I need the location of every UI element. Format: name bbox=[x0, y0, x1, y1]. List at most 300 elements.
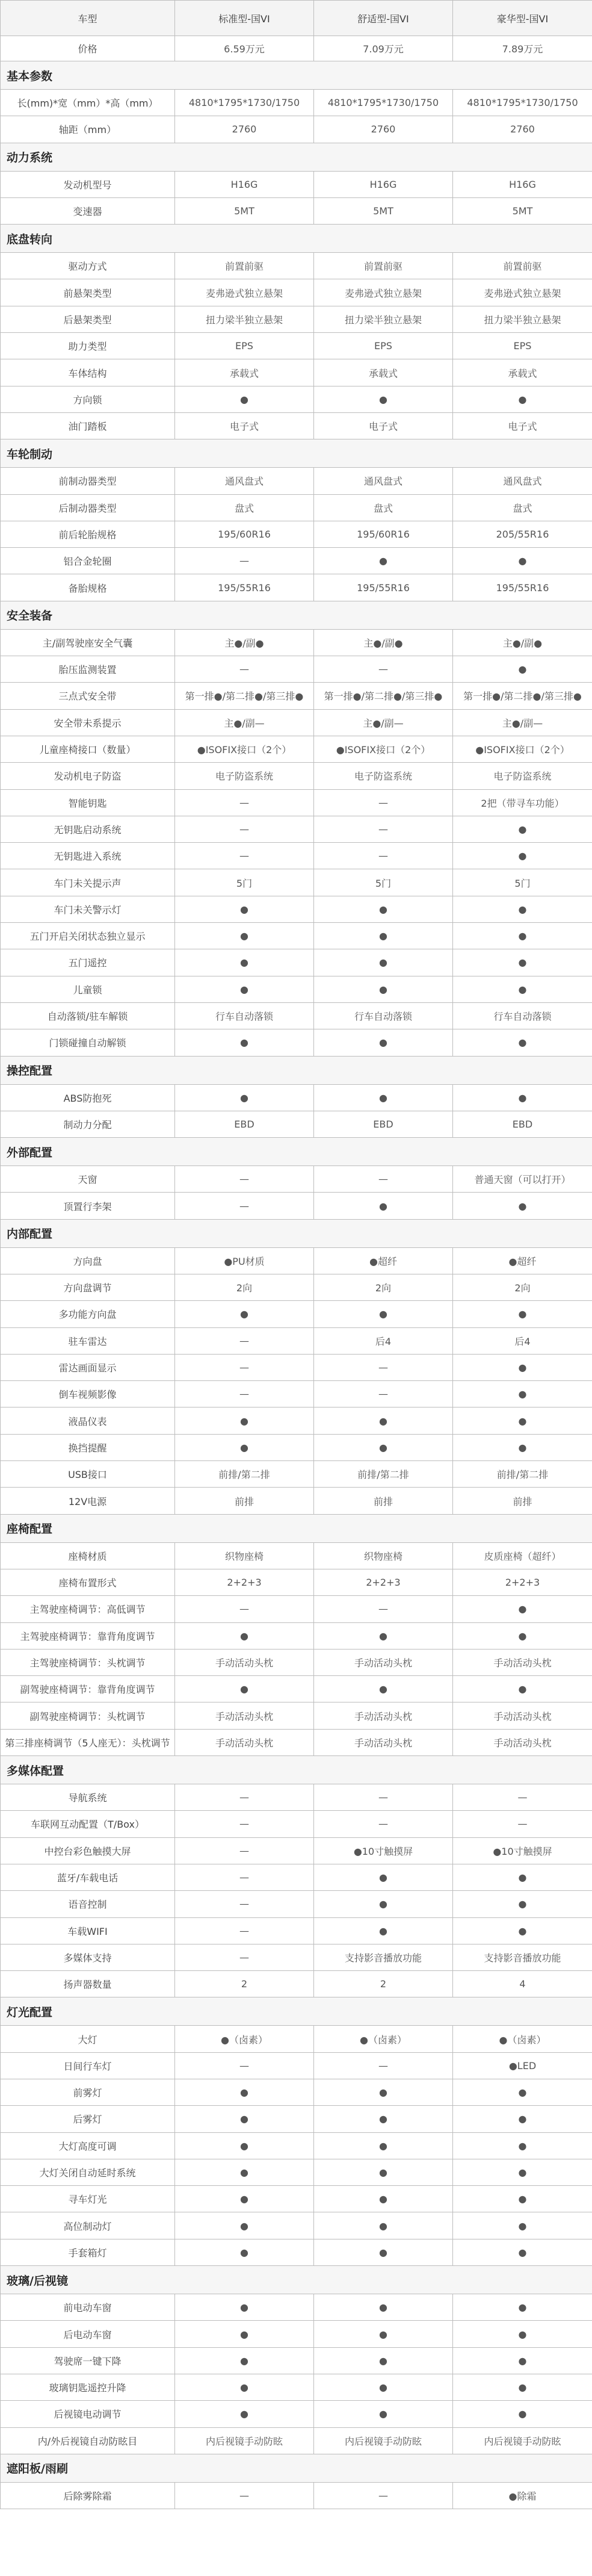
cell-value: 织物座椅 bbox=[175, 1542, 314, 1569]
cell-value: ● bbox=[453, 1381, 592, 1407]
cell-value: ● bbox=[453, 2401, 592, 2427]
cell-value: 手动活动头枕 bbox=[314, 1649, 453, 1675]
cell-value: ● bbox=[314, 548, 453, 574]
row-label: 三点式安全带 bbox=[1, 683, 175, 709]
cell-value: ● bbox=[175, 1434, 314, 1460]
cell-value: 2760 bbox=[175, 116, 314, 143]
cell-value: 2760 bbox=[453, 116, 592, 143]
cell-value: ● bbox=[453, 548, 592, 574]
row-label: 五门遥控 bbox=[1, 949, 175, 976]
cell-value: ● bbox=[175, 949, 314, 976]
cell-value: 内后视镜手动防眩 bbox=[175, 2427, 314, 2454]
spec-row bbox=[1, 2052, 592, 2079]
cell-value: 2+2+3 bbox=[175, 1569, 314, 1595]
cell-value: — bbox=[175, 1917, 314, 1944]
spec-row bbox=[1, 2239, 592, 2265]
spec-row bbox=[1, 1596, 592, 1622]
cell-value: ● bbox=[314, 2239, 453, 2265]
cell-value: ● bbox=[453, 976, 592, 1002]
cell-value: 内后视镜手动防眩 bbox=[453, 2427, 592, 2454]
cell-value: ● bbox=[175, 2212, 314, 2239]
spec-row bbox=[1, 1971, 592, 1997]
cell-value: ●ISOFIX接口（2个） bbox=[453, 736, 592, 762]
section-row bbox=[1, 225, 592, 253]
spec-row bbox=[1, 171, 592, 197]
cell-value: 普通天窗（可以打开） bbox=[453, 1166, 592, 1193]
cell-value: ● bbox=[314, 2347, 453, 2374]
cell-value: 电子防盗系统 bbox=[314, 763, 453, 789]
cell-value: ● bbox=[453, 816, 592, 842]
spec-row bbox=[1, 1434, 592, 1460]
cell-value: ● bbox=[175, 1029, 314, 1056]
cell-value: 主●/副● bbox=[175, 629, 314, 656]
cell-value: 第一排●/第二排●/第三排● bbox=[175, 683, 314, 709]
cell-value: ● bbox=[453, 2159, 592, 2185]
cell-value: 支持影音播放功能 bbox=[314, 1944, 453, 1970]
cell-value: ● bbox=[453, 1676, 592, 1702]
row-label: 主驾驶座椅调节：头枕调节 bbox=[1, 1649, 175, 1675]
cell-value: EBD bbox=[453, 1111, 592, 1137]
cell-value: ● bbox=[314, 1864, 453, 1890]
spec-row bbox=[1, 386, 592, 412]
row-label: 车门未关警示灯 bbox=[1, 896, 175, 922]
section-title: 底盘转向 bbox=[1, 225, 592, 253]
section-title: 安全装备 bbox=[1, 601, 592, 629]
cell-value: — bbox=[175, 656, 314, 683]
cell-value: 2760 bbox=[314, 116, 453, 143]
cell-value: 前置前驱 bbox=[453, 253, 592, 279]
cell-value: 扭力梁半独立悬架 bbox=[175, 306, 314, 332]
cell-value: ● bbox=[314, 2401, 453, 2427]
cell-value: ● bbox=[453, 1193, 592, 1219]
cell-value: 4 bbox=[453, 1971, 592, 1997]
cell-value: — bbox=[314, 1596, 453, 1622]
cell-value: ● bbox=[453, 1891, 592, 1917]
row-label: 12V电源 bbox=[1, 1488, 175, 1514]
row-label: 智能钥匙 bbox=[1, 789, 175, 816]
cell-value: ● bbox=[453, 923, 592, 949]
row-label: 方向盘调节 bbox=[1, 1274, 175, 1300]
cell-value: EPS bbox=[314, 333, 453, 359]
cell-value: ● bbox=[175, 2132, 314, 2159]
cell-value: ● bbox=[175, 2294, 314, 2321]
cell-value: 电子防盗系统 bbox=[175, 763, 314, 789]
spec-row bbox=[1, 1381, 592, 1407]
cell-value: ●PU材质 bbox=[175, 1247, 314, 1274]
row-label: 发动机型号 bbox=[1, 171, 175, 197]
cell-value: ● bbox=[314, 386, 453, 412]
section-row bbox=[1, 1756, 592, 1784]
row-label: 发动机电子防盗 bbox=[1, 763, 175, 789]
trim-header: 舒适型-国VI bbox=[314, 1, 453, 36]
row-label: 安全带未系提示 bbox=[1, 709, 175, 736]
spec-row bbox=[1, 548, 592, 574]
row-label: 第三排座椅调节（5人座无）：头枕调节 bbox=[1, 1729, 175, 1755]
cell-value: ● bbox=[314, 2079, 453, 2106]
row-label: 儿童座椅接口（数量） bbox=[1, 736, 175, 762]
cell-value: ● bbox=[453, 2239, 592, 2265]
cell-value: 电子式 bbox=[175, 412, 314, 439]
cell-value: 4810*1795*1730/1750 bbox=[314, 90, 453, 116]
header-corner: 车型 bbox=[1, 1, 175, 36]
row-label: 雷达画面显示 bbox=[1, 1354, 175, 1380]
cell-value: EPS bbox=[453, 333, 592, 359]
row-label: 前雾灯 bbox=[1, 2079, 175, 2106]
row-label: 油门踏板 bbox=[1, 412, 175, 439]
spec-row bbox=[1, 763, 592, 789]
cell-value: — bbox=[175, 789, 314, 816]
row-label: 前悬架类型 bbox=[1, 279, 175, 306]
spec-row bbox=[1, 1354, 592, 1380]
spec-row bbox=[1, 1488, 592, 1514]
cell-value: — bbox=[314, 2482, 453, 2509]
cell-value: 通风盘式 bbox=[453, 468, 592, 494]
cell-value: ● bbox=[314, 1917, 453, 1944]
row-label: 铝合金轮圈 bbox=[1, 548, 175, 574]
cell-value: ● bbox=[314, 2186, 453, 2212]
row-label: 大灯高度可调 bbox=[1, 2132, 175, 2159]
section-row bbox=[1, 1219, 592, 1247]
row-label: 五门开启关闭状态独立显示 bbox=[1, 923, 175, 949]
row-label: 蓝牙/车载电话 bbox=[1, 1864, 175, 1890]
cell-value: 手动活动头枕 bbox=[175, 1729, 314, 1755]
cell-value: 主●/副● bbox=[314, 629, 453, 656]
row-label: 儿童锁 bbox=[1, 976, 175, 1002]
spec-row bbox=[1, 2321, 592, 2347]
cell-value: 行车自动落锁 bbox=[453, 1002, 592, 1029]
spec-row bbox=[1, 1864, 592, 1890]
cell-value: ●10寸触摸屏 bbox=[453, 1837, 592, 1864]
cell-value: ● bbox=[175, 1622, 314, 1649]
cell-value: 承载式 bbox=[175, 359, 314, 386]
spec-row bbox=[1, 253, 592, 279]
cell-value: H16G bbox=[314, 171, 453, 197]
cell-value: EPS bbox=[175, 333, 314, 359]
cell-value: 2向 bbox=[314, 1274, 453, 1300]
cell-value: ● bbox=[453, 1864, 592, 1890]
row-label: 无钥匙启动系统 bbox=[1, 816, 175, 842]
cell-value: ● bbox=[453, 2186, 592, 2212]
cell-value: ● bbox=[453, 656, 592, 683]
row-label: 后除雾除霜 bbox=[1, 2482, 175, 2509]
spec-row bbox=[1, 2294, 592, 2321]
cell-value: 通风盘式 bbox=[314, 468, 453, 494]
cell-value: 2把（带寻车功能） bbox=[453, 789, 592, 816]
row-label: 天窗 bbox=[1, 1166, 175, 1193]
cell-value: — bbox=[175, 1784, 314, 1811]
header-row bbox=[1, 1, 592, 36]
row-label: 前后轮胎规格 bbox=[1, 521, 175, 547]
cell-value: ● bbox=[453, 1301, 592, 1327]
cell-value: ● bbox=[175, 2321, 314, 2347]
row-label: 变速器 bbox=[1, 197, 175, 224]
cell-value: ● bbox=[314, 2294, 453, 2321]
spec-row bbox=[1, 1944, 592, 1970]
row-label: 副驾驶座椅调节：头枕调节 bbox=[1, 1702, 175, 1729]
cell-value: 第一排●/第二排●/第三排● bbox=[453, 683, 592, 709]
cell-value: 麦弗逊式独立悬架 bbox=[314, 279, 453, 306]
spec-row bbox=[1, 2374, 592, 2400]
spec-row bbox=[1, 629, 592, 656]
cell-value: 后4 bbox=[453, 1327, 592, 1354]
cell-value: ● bbox=[314, 923, 453, 949]
cell-value: ● bbox=[314, 2159, 453, 2185]
price-row bbox=[1, 36, 592, 61]
section-title: 外部配置 bbox=[1, 1138, 592, 1166]
cell-value: 盘式 bbox=[453, 494, 592, 521]
spec-row bbox=[1, 816, 592, 842]
spec-row bbox=[1, 843, 592, 869]
cell-value: — bbox=[175, 843, 314, 869]
cell-value: 麦弗逊式独立悬架 bbox=[453, 279, 592, 306]
spec-row bbox=[1, 279, 592, 306]
cell-value: 5门 bbox=[314, 869, 453, 896]
row-label: 车联网互动配置（T/Box） bbox=[1, 1811, 175, 1837]
cell-value: ●（卤素） bbox=[314, 2026, 453, 2052]
cell-value: 后4 bbox=[314, 1327, 453, 1354]
cell-value: ● bbox=[175, 976, 314, 1002]
spec-row bbox=[1, 333, 592, 359]
row-label: 后电动车窗 bbox=[1, 2321, 175, 2347]
section-title: 基本参数 bbox=[1, 61, 592, 90]
row-label: 备胎规格 bbox=[1, 574, 175, 601]
spec-row bbox=[1, 869, 592, 896]
spec-row bbox=[1, 789, 592, 816]
cell-value: ● bbox=[453, 1084, 592, 1111]
cell-value: 前排/第二排 bbox=[314, 1461, 453, 1488]
cell-value: — bbox=[314, 843, 453, 869]
cell-value: 内后视镜手动防眩 bbox=[314, 2427, 453, 2454]
cell-value: 7.89万元 bbox=[453, 36, 592, 61]
cell-value: — bbox=[175, 1864, 314, 1890]
section-row bbox=[1, 1138, 592, 1166]
row-label: 倒车视频影像 bbox=[1, 1381, 175, 1407]
cell-value: ● bbox=[314, 896, 453, 922]
row-label: 驻车雷达 bbox=[1, 1327, 175, 1354]
cell-value: 电子防盗系统 bbox=[453, 763, 592, 789]
spec-row bbox=[1, 1891, 592, 1917]
spec-row bbox=[1, 709, 592, 736]
cell-value: — bbox=[314, 2052, 453, 2079]
section-title: 动力系统 bbox=[1, 143, 592, 171]
cell-value: — bbox=[175, 1193, 314, 1219]
section-title: 多媒体配置 bbox=[1, 1756, 592, 1784]
row-label: 助力类型 bbox=[1, 333, 175, 359]
cell-value: ● bbox=[314, 2321, 453, 2347]
section-title: 玻璃/后视镜 bbox=[1, 2266, 592, 2294]
spec-row bbox=[1, 2106, 592, 2132]
row-label: 驾驶席一键下降 bbox=[1, 2347, 175, 2374]
section-title: 车轮制动 bbox=[1, 439, 592, 468]
cell-value: ● bbox=[314, 1407, 453, 1434]
cell-value: 主●/副— bbox=[453, 709, 592, 736]
cell-value: 手动活动头枕 bbox=[175, 1702, 314, 1729]
cell-value: — bbox=[175, 2482, 314, 2509]
cell-value: 2向 bbox=[453, 1274, 592, 1300]
section-title: 操控配置 bbox=[1, 1056, 592, 1084]
cell-value: ● bbox=[175, 2159, 314, 2185]
cell-value: 盘式 bbox=[175, 494, 314, 521]
section-title: 内部配置 bbox=[1, 1219, 592, 1247]
cell-value: ● bbox=[453, 1917, 592, 1944]
spec-row bbox=[1, 1407, 592, 1434]
cell-value: ●ISOFIX接口（2个） bbox=[175, 736, 314, 762]
cell-value: ● bbox=[175, 1301, 314, 1327]
row-label: 主驾驶座椅调节：高低调节 bbox=[1, 1596, 175, 1622]
cell-value: H16G bbox=[453, 171, 592, 197]
cell-value: 支持影音播放功能 bbox=[453, 1944, 592, 1970]
cell-value: 通风盘式 bbox=[175, 468, 314, 494]
row-label: 玻璃钥匙遥控升降 bbox=[1, 2374, 175, 2400]
cell-value: 主●/副● bbox=[453, 629, 592, 656]
spec-row bbox=[1, 1327, 592, 1354]
cell-value: — bbox=[175, 1354, 314, 1380]
section-row bbox=[1, 1056, 592, 1084]
row-label: 车载WIFI bbox=[1, 1917, 175, 1944]
cell-value: ● bbox=[453, 1029, 592, 1056]
cell-value: ● bbox=[175, 923, 314, 949]
cell-value: ● bbox=[453, 949, 592, 976]
cell-value: — bbox=[175, 1166, 314, 1193]
row-label: 日间行车灯 bbox=[1, 2052, 175, 2079]
section-title: 座椅配置 bbox=[1, 1514, 592, 1542]
spec-row bbox=[1, 1274, 592, 1300]
row-label: 门锁碰撞自动解锁 bbox=[1, 1029, 175, 1056]
cell-value: ● bbox=[453, 2212, 592, 2239]
cell-value: ● bbox=[175, 1084, 314, 1111]
spec-row bbox=[1, 468, 592, 494]
cell-value: 2 bbox=[314, 1971, 453, 1997]
row-label: 手套箱灯 bbox=[1, 2239, 175, 2265]
spec-row bbox=[1, 1029, 592, 1056]
spec-row bbox=[1, 90, 592, 116]
row-label: 制动力分配 bbox=[1, 1111, 175, 1137]
cell-value: ● bbox=[453, 843, 592, 869]
row-label: 驱动方式 bbox=[1, 253, 175, 279]
cell-value: ● bbox=[314, 2132, 453, 2159]
cell-value: ●10寸触摸屏 bbox=[314, 1837, 453, 1864]
row-label: 副驾驶座椅调节：靠背角度调节 bbox=[1, 1676, 175, 1702]
section-row bbox=[1, 2454, 592, 2482]
row-label: 多功能方向盘 bbox=[1, 1301, 175, 1327]
cell-value: 2向 bbox=[175, 1274, 314, 1300]
cell-value: 前置前驱 bbox=[314, 253, 453, 279]
cell-value: 2 bbox=[175, 1971, 314, 1997]
cell-value: ● bbox=[175, 2374, 314, 2400]
cell-value: — bbox=[314, 1811, 453, 1837]
spec-row bbox=[1, 359, 592, 386]
spec-row bbox=[1, 2212, 592, 2239]
cell-value: 205/55R16 bbox=[453, 521, 592, 547]
spec-row bbox=[1, 656, 592, 683]
section-title: 遮阳板/雨刷 bbox=[1, 2454, 592, 2482]
spec-row bbox=[1, 736, 592, 762]
spec-row bbox=[1, 2347, 592, 2374]
section-row bbox=[1, 1514, 592, 1542]
spec-row bbox=[1, 494, 592, 521]
cell-value: ● bbox=[175, 2239, 314, 2265]
row-label: 长(mm)*宽（mm）*高（mm） bbox=[1, 90, 175, 116]
cell-value: 手动活动头枕 bbox=[453, 1649, 592, 1675]
spec-row bbox=[1, 896, 592, 922]
cell-value: ● bbox=[314, 1084, 453, 1111]
row-label: 价格 bbox=[1, 36, 175, 61]
spec-row bbox=[1, 1729, 592, 1755]
spec-row bbox=[1, 2132, 592, 2159]
spec-row bbox=[1, 1247, 592, 1274]
row-label: 顶置行李架 bbox=[1, 1193, 175, 1219]
cell-value: — bbox=[314, 1381, 453, 1407]
cell-value: ● bbox=[175, 386, 314, 412]
cell-value: ● bbox=[314, 1029, 453, 1056]
cell-value: 织物座椅 bbox=[314, 1542, 453, 1569]
spec-row bbox=[1, 1622, 592, 1649]
row-label: 后雾灯 bbox=[1, 2106, 175, 2132]
cell-value: 承载式 bbox=[314, 359, 453, 386]
spec-row bbox=[1, 976, 592, 1002]
row-label: 扬声器数量 bbox=[1, 1971, 175, 1997]
cell-value: 手动活动头枕 bbox=[314, 1729, 453, 1755]
cell-value: 前排 bbox=[175, 1488, 314, 1514]
cell-value: ● bbox=[175, 1407, 314, 1434]
cell-value: 主●/副— bbox=[314, 709, 453, 736]
cell-value: ●超纤 bbox=[314, 1247, 453, 1274]
cell-value: 手动活动头枕 bbox=[175, 1649, 314, 1675]
cell-value: ● bbox=[453, 2106, 592, 2132]
spec-row bbox=[1, 683, 592, 709]
spec-row bbox=[1, 1193, 592, 1219]
cell-value: 前排/第二排 bbox=[175, 1461, 314, 1488]
cell-value: ● bbox=[453, 386, 592, 412]
cell-value: 195/60R16 bbox=[175, 521, 314, 547]
spec-row bbox=[1, 1111, 592, 1137]
row-label: 座椅布置形式 bbox=[1, 1569, 175, 1595]
cell-value: — bbox=[175, 1381, 314, 1407]
cell-value: ● bbox=[453, 2347, 592, 2374]
spec-row bbox=[1, 1702, 592, 1729]
cell-value: 手动活动头枕 bbox=[314, 1702, 453, 1729]
cell-value: ● bbox=[175, 896, 314, 922]
cell-value: 195/55R16 bbox=[175, 574, 314, 601]
trim-header: 标准型-国VI bbox=[175, 1, 314, 36]
cell-value: 皮质座椅（超纤） bbox=[453, 1542, 592, 1569]
row-label: 大灯关闭自动延时系统 bbox=[1, 2159, 175, 2185]
spec-row bbox=[1, 2159, 592, 2185]
row-label: 座椅材质 bbox=[1, 1542, 175, 1569]
section-row bbox=[1, 1997, 592, 2026]
cell-value: ● bbox=[314, 2106, 453, 2132]
cell-value: ● bbox=[175, 2186, 314, 2212]
cell-value: ● bbox=[314, 1891, 453, 1917]
cell-value: 195/60R16 bbox=[314, 521, 453, 547]
cell-value: ●除霜 bbox=[453, 2482, 592, 2509]
spec-row bbox=[1, 1542, 592, 1569]
row-label: 胎压监测装置 bbox=[1, 656, 175, 683]
cell-value: 行车自动落锁 bbox=[175, 1002, 314, 1029]
spec-row bbox=[1, 1461, 592, 1488]
row-label: 轴距（mm） bbox=[1, 116, 175, 143]
cell-value: ● bbox=[453, 896, 592, 922]
cell-value: — bbox=[453, 1784, 592, 1811]
row-label: 主/副驾驶座安全气囊 bbox=[1, 629, 175, 656]
row-label: 前制动器类型 bbox=[1, 468, 175, 494]
spec-row bbox=[1, 2186, 592, 2212]
cell-value: — bbox=[175, 1944, 314, 1970]
cell-value: ● bbox=[453, 2079, 592, 2106]
row-label: 前电动车窗 bbox=[1, 2294, 175, 2321]
cell-value: 前排 bbox=[314, 1488, 453, 1514]
trim-header: 豪华型-国VI bbox=[453, 1, 592, 36]
